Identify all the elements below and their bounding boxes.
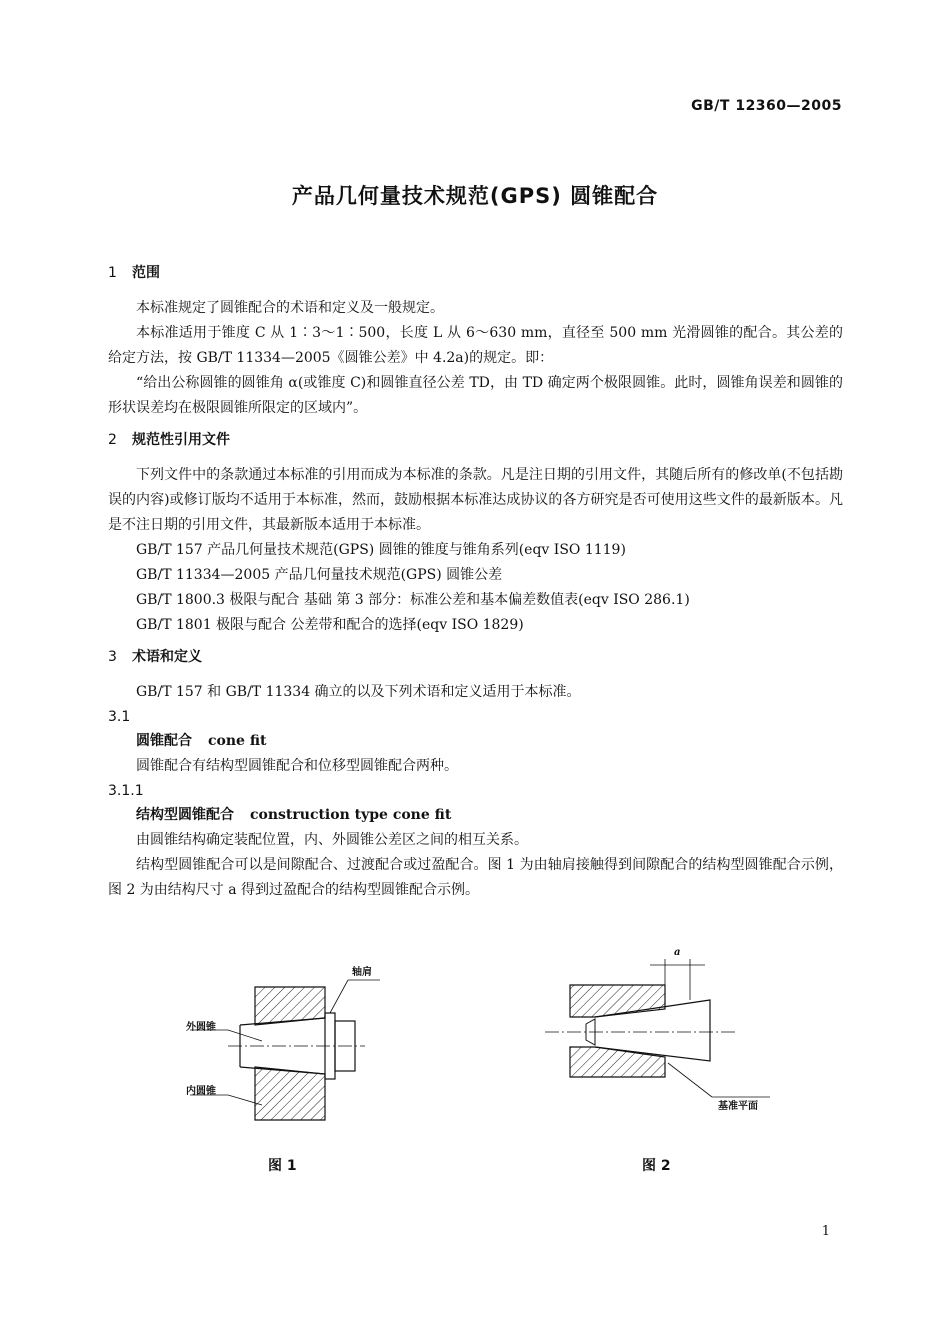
section-title: 范围 xyxy=(132,265,160,281)
reference-item: GB/T 1800.3 极限与配合 基础 第 3 部分：标准公差和基本偏差数值表(eqv ISO 286.1) xyxy=(136,592,690,608)
section-heading-terms xyxy=(108,646,843,668)
figures-area xyxy=(0,945,950,1195)
section-heading-scope xyxy=(108,262,843,284)
term-entry xyxy=(108,729,843,754)
section-heading-normative-references xyxy=(108,429,843,451)
paragraph: 下列文件中的条款通过本标准的引用而成为本标准的条款。凡是注日期的引用文件，其随后所有的修改单(不包括勘误的内容)或修订版均不适用于本标准，然而，鼓励根据本标准达成协议的各方研究是否可使用这些文件的最新版本。凡是不注日期的引用文件，其最新版本适用于本标准。 xyxy=(108,467,843,533)
term-english: construction type cone fit xyxy=(250,807,452,823)
section-title: 规范性引用文件 xyxy=(132,432,230,448)
term-english: cone fit xyxy=(208,733,267,749)
paragraph: 本标准规定了圆锥配合的术语和定义及一般规定。 xyxy=(136,300,444,316)
document-title: 产品几何量技术规范(GPS) 圆锥配合 xyxy=(291,184,659,208)
label-shoulder: 轴肩 xyxy=(352,967,372,978)
clause-number: 3.1 xyxy=(108,709,131,725)
document-body xyxy=(108,262,843,903)
reference-item: GB/T 1801 极限与配合 公差带和配合的选择(eqv ISO 1829) xyxy=(136,617,524,633)
section-number: 2 xyxy=(108,432,117,448)
term-chinese: 圆锥配合 xyxy=(136,733,192,749)
figure-1-caption: 图 1 xyxy=(268,1158,297,1174)
figures-drawing xyxy=(0,945,950,1195)
figure-2-caption: 图 2 xyxy=(642,1158,671,1174)
label-inner-cone: 内圆锥 xyxy=(186,1086,216,1097)
figure-1-drawing xyxy=(190,980,380,1120)
paragraph: 结构型圆锥配合可以是间隙配合、过渡配合或过盈配合。图 1 为由轴肩接触得到间隙配合的结构型圆锥配合示例，图 2 为由结构尺寸 a 得到过盈配合的结构型圆锥配合示例。 xyxy=(108,857,843,898)
paragraph: “给出公称圆锥的圆锥角 α(或锥度 C)和圆锥直径公差 TD，由 TD 确定两个极限圆锥。此时，圆锥角误差和圆锥的形状误差均在极限圆锥所限定的区域内”。 xyxy=(108,375,843,416)
term-entry xyxy=(108,803,843,828)
section-title: 术语和定义 xyxy=(132,649,202,665)
section-number: 3 xyxy=(108,649,117,665)
section-number: 1 xyxy=(108,265,117,281)
label-dimension-a: a xyxy=(674,947,681,958)
paragraph: 圆锥配合有结构型圆锥配合和位移型圆锥配合两种。 xyxy=(136,758,458,774)
standard-number: GB/T 12360—2005 xyxy=(691,98,842,114)
term-chinese: 结构型圆锥配合 xyxy=(136,807,234,823)
reference-item: GB/T 157 产品几何量技术规范(GPS) 圆锥的锥度与锥角系列(eqv ISO 1119) xyxy=(136,542,626,558)
figure-2-drawing xyxy=(545,959,770,1097)
reference-item: GB/T 11334—2005 产品几何量技术规范(GPS) 圆锥公差 xyxy=(136,567,503,583)
paragraph: 由圆锥结构确定装配位置，内、外圆锥公差区之间的相互关系。 xyxy=(136,832,528,848)
clause-number: 3.1.1 xyxy=(108,783,144,799)
page-number: 1 xyxy=(821,1224,830,1239)
label-outer-cone: 外圆锥 xyxy=(186,1022,216,1033)
paragraph: 本标准适用于锥度 C 从 1∶3～1∶500，长度 L 从 6～630 mm，直径至 500 mm 光滑圆锥的配合。其公差的给定方法，按 GB/T 11334—2005《圆锥公差》中 4.2a)的规定。即： xyxy=(108,325,843,366)
label-datum-plane: 基准平面 xyxy=(718,1101,758,1112)
paragraph: GB/T 157 和 GB/T 11334 确立的以及下列术语和定义适用于本标准。 xyxy=(136,684,581,700)
